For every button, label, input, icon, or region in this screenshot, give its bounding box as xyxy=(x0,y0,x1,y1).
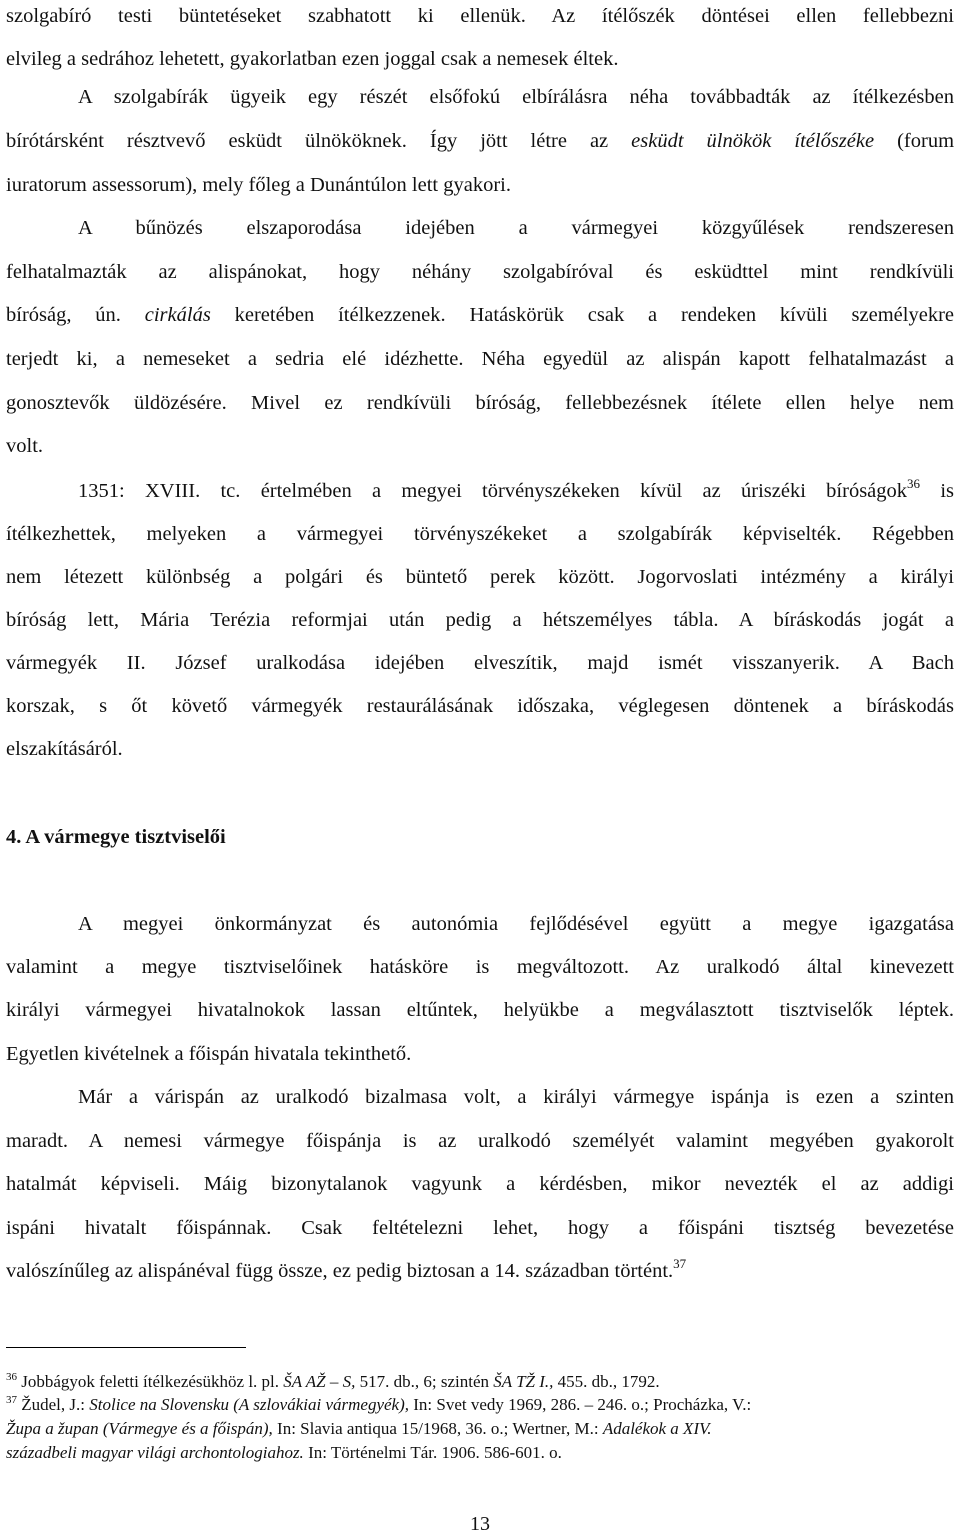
text-span: keretében ítélkezzenek. Hatáskörük csak a rendeken kívüli személyekre xyxy=(210,304,954,326)
text-line: felhatalmazták az alispánokat, hogy néhány szolgabíróval és esküdttel mint rendkívüli xyxy=(6,261,954,283)
italic-term: esküdt ülnökök ítélőszéke xyxy=(631,130,875,152)
text-span: Žudel, J.: xyxy=(17,1395,90,1414)
italic-citation: századbeli magyar világi archontologiahoz. xyxy=(6,1443,304,1462)
text-line: korszak, s őt követő vármegyék restaurálásának időszaka, véglegesen döntenek a bíráskodás xyxy=(6,695,954,717)
text-span: In: Svet vedy 1969, 286. – 246. o.; Procházka, V.: xyxy=(409,1395,752,1414)
footnote-ref[interactable]: 37 xyxy=(673,1256,687,1271)
text-line: terjedt ki, a nemeseket a sedria elé idézhette. Néha egyedül az alispán kapott felhatalmazást a xyxy=(6,348,954,370)
text-line: maradt. A nemesi vármegye főispánja is az uralkodó személyét valamint megyében gyakorolt xyxy=(6,1130,954,1152)
text-span: 455. db., 1792. xyxy=(553,1372,660,1391)
text-span: In: Történelmi Tár. 1906. 586-601. o. xyxy=(303,1443,562,1462)
text-line: ispáni hivatalt főispánnak. Csak feltételezni lehet, hogy a főispáni tisztség bevezetése xyxy=(6,1217,954,1239)
text-line: valamint a megye tisztviselőinek hatásköre is megváltozott. Az uralkodó által kinevezett xyxy=(6,956,954,978)
text-span: bíróság, ún. xyxy=(6,304,145,326)
text-line xyxy=(6,1256,954,1286)
text-span: 517. db., 6; szintén xyxy=(355,1372,494,1391)
text-line xyxy=(6,476,954,506)
italic-citation: ŠA AŽ – S, xyxy=(283,1372,356,1391)
text-line: vármegyék II. József uralkodása idejében elveszítik, majd ismét visszanyerik. A Bach xyxy=(6,652,954,674)
italic-citation: Stolice na Slovensku (A szlovákiai vármegyék), xyxy=(89,1395,409,1414)
footnote-ref[interactable]: 36 xyxy=(907,476,921,491)
footnote-37-line-3 xyxy=(6,1441,954,1465)
italic-citation: ŠA TŽ I., xyxy=(493,1372,554,1391)
text-line: A bűnözés elszaporodása idejében a vármegyei közgyűlések rendszeresen xyxy=(78,217,954,239)
text-span: Jobbágyok feletti ítélkezésükhöz l. pl. xyxy=(17,1372,284,1391)
footnote-36 xyxy=(6,1370,954,1394)
italic-term: cirkálás xyxy=(144,304,211,326)
text-line xyxy=(6,300,954,330)
footnote-37 xyxy=(6,1393,954,1417)
text-line: elszakításáról. xyxy=(6,738,123,760)
text-line: hatalmát képviseli. Máig bizonytalanok vagyunk a kérdésben, mikor nevezték el az addigi xyxy=(6,1173,954,1195)
text-line: gonosztevők üldözésére. Mivel ez rendkívüli bíróság, fellebbezésnek ítélete ellen helye nem xyxy=(6,392,954,414)
text-line: szolgabíró testi büntetéseket szabhatott ki ellenük. Az ítélőszék döntései ellen fellebbezni xyxy=(6,5,954,27)
italic-citation: Adalékok a XIV. xyxy=(602,1419,712,1438)
text-span: Így jött létre az xyxy=(406,130,632,152)
text-line xyxy=(6,126,954,156)
text-span: (forum xyxy=(874,130,955,152)
text-span: valószínűleg az alispánéval függ össze, ez pedig biztosan a 14. században történt. xyxy=(6,1260,674,1282)
text-span: bírótársként résztvevő esküdt ülnököknek. xyxy=(6,130,407,152)
footnote-number: 37 xyxy=(6,1394,17,1406)
footnote-37-line-2 xyxy=(6,1417,954,1441)
text-line: bíróság lett, Mária Terézia reformjai után pedig a hétszemélyes tábla. A bíráskodás jogát a xyxy=(6,609,954,631)
italic-citation: Župa a župan (Vármegye és a főispán), xyxy=(6,1419,273,1438)
section-heading: 4. A vármegye tisztviselői xyxy=(6,826,226,848)
text-span: 1351: XVIII. tc. értelmében a megyei törvényszékeken kívül az úriszéki bíróságok xyxy=(78,480,908,502)
text-line: elvileg a sedrához lehetett, gyakorlatban ezen joggal csak a nemesek éltek. xyxy=(6,48,619,70)
footnote-number: 36 xyxy=(6,1371,17,1383)
text-line: A megyei önkormányzat és autonómia fejlődésével együtt a megye igazgatása xyxy=(78,913,954,935)
text-span: is xyxy=(920,480,954,502)
footnote-separator xyxy=(6,1347,246,1348)
text-line: volt. xyxy=(6,435,44,457)
text-line: Egyetlen kivételnek a főispán hivatala tekinthető. xyxy=(6,1043,412,1065)
text-line: nem létezett különbség a polgári és büntető perek között. Jogorvoslati intézmény a királyi xyxy=(6,566,954,588)
text-line: Már a várispán az uralkodó bizalmasa volt, a királyi vármegye ispánja is ezen a szinten xyxy=(78,1086,954,1108)
text-line: királyi vármegyei hivatalnokok lassan eltűntek, helyükbe a megválasztott tisztviselők léptek. xyxy=(6,999,954,1021)
text-span: In: Slavia antiqua 15/1968, 36. o.; Wertner, M.: xyxy=(272,1419,603,1438)
text-line: ítélkezhettek, melyeken a vármegyei törvényszékeket a szolgabírák képviselték. Régebben xyxy=(6,523,954,545)
page-number: 13 xyxy=(470,1513,490,1535)
text-line: iuratorum assessorum), mely főleg a Dunántúlon lett gyakori. xyxy=(6,174,511,196)
text-line: A szolgabírák ügyeik egy részét elsőfokú elbírálásra néha továbbadták az ítélkezésben xyxy=(78,86,954,108)
